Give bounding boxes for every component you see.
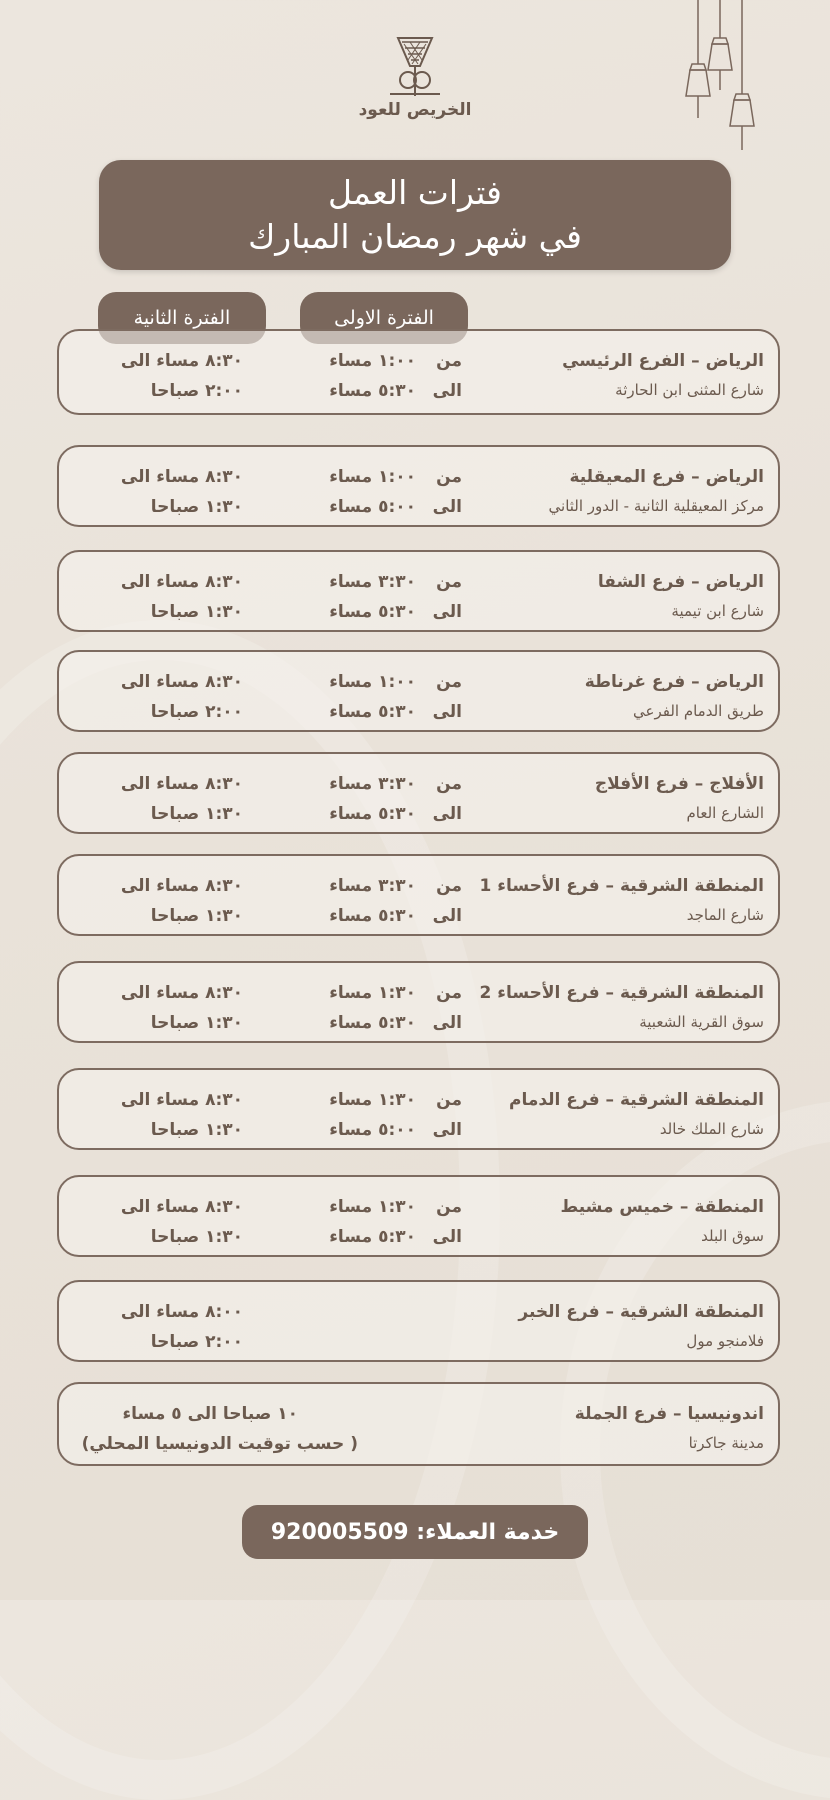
branch-name: المنطقة – خميس مشيط	[560, 1197, 764, 1217]
second-period-start: ٨:٣٠ مساء الى	[120, 1090, 243, 1110]
branch-card	[57, 650, 780, 732]
wholesale-hours: ١٠ صباحا الى ٥ مساء	[122, 1404, 298, 1424]
brand-name: الخريص للعود	[358, 100, 472, 120]
brand-logo	[350, 36, 480, 131]
first-period-end: ٥:٣٠ مساء	[329, 702, 416, 722]
from-label: من	[436, 774, 462, 794]
first-period-end: ٥:٣٠ مساء	[329, 381, 416, 401]
second-period-end: ١:٣٠ صباحا	[150, 602, 243, 622]
first-period-start: ٣:٣٠ مساء	[329, 876, 416, 896]
first-period-header: الفترة الاولى	[300, 292, 468, 344]
second-period-start: ٨:٣٠ مساء الى	[120, 983, 243, 1003]
second-period-end: ١:٣٠ صباحا	[150, 804, 243, 824]
branch-address: شارع الماجد	[686, 906, 764, 924]
page-title	[99, 160, 731, 270]
from-label: من	[436, 876, 462, 896]
second-period-start: ٨:٣٠ مساء الى	[120, 1197, 243, 1217]
from-label: من	[436, 467, 462, 487]
title-line-1: فترات العمل	[328, 173, 502, 212]
branch-card	[57, 1382, 780, 1466]
first-period-end: ٥:٣٠ مساء	[329, 804, 416, 824]
first-period-end: ٥:٣٠ مساء	[329, 1013, 416, 1033]
first-period-start: ١:٠٠ مساء	[329, 351, 416, 371]
to-label: الى	[432, 1227, 462, 1247]
second-period-start: ٨:٣٠ مساء الى	[120, 876, 243, 896]
branch-card	[57, 961, 780, 1043]
first-period-start: ١:٣٠ مساء	[329, 1090, 416, 1110]
branch-card	[57, 550, 780, 632]
second-period-end: ٢:٠٠ صباحا	[150, 381, 243, 401]
branch-name: المنطقة الشرقية – فرع الأحساء 1	[479, 876, 764, 896]
first-period-start: ١:٣٠ مساء	[329, 983, 416, 1003]
branch-card	[57, 445, 780, 527]
branch-card	[57, 1175, 780, 1257]
first-period-end: ٥:٠٠ مساء	[329, 497, 416, 517]
second-period-end: ١:٣٠ صباحا	[150, 906, 243, 926]
to-label: الى	[432, 381, 462, 401]
first-period-end: ٥:٣٠ مساء	[329, 1227, 416, 1247]
to-label: الى	[432, 1120, 462, 1140]
second-period-end: ١:٣٠ صباحا	[150, 1120, 243, 1140]
title-line-2: في شهر رمضان المبارك	[248, 217, 582, 256]
branch-address: فلامنجو مول	[686, 1332, 764, 1350]
branch-name: المنطقة الشرقية – فرع الدمام	[508, 1090, 764, 1110]
second-period-header: الفترة الثانية	[98, 292, 266, 344]
branch-card	[57, 752, 780, 834]
branch-name: الرياض – الفرع الرئيسي	[562, 351, 764, 371]
branch-name: المنطقة الشرقية – فرع الخبر	[518, 1302, 764, 1322]
branch-card	[57, 854, 780, 936]
branch-address: مدينة جاكرتا	[688, 1434, 764, 1452]
branch-address: شارع ابن تيمية	[671, 602, 764, 620]
oud-logo-icon	[380, 36, 450, 98]
branch-card	[57, 329, 780, 415]
first-period-start: ١:٠٠ مساء	[329, 672, 416, 692]
branch-name: الأفلاج – فرع الأفلاج	[594, 774, 764, 794]
lanterns-icon	[680, 0, 770, 160]
branch-card	[57, 1280, 780, 1362]
to-label: الى	[432, 804, 462, 824]
second-period-start: ٨:٣٠ مساء الى	[120, 572, 243, 592]
branch-address: شارع الملك خالد	[659, 1120, 764, 1138]
branch-address: سوق البلد	[701, 1227, 764, 1245]
first-period-start: ٣:٣٠ مساء	[329, 572, 416, 592]
branch-name: اندونيسيا – فرع الجملة	[574, 1404, 764, 1424]
customer-service-number: خدمة العملاء: 920005509	[242, 1505, 588, 1559]
second-period-start: ٨:٠٠ مساء الى	[120, 1302, 243, 1322]
to-label: الى	[432, 702, 462, 722]
from-label: من	[436, 1197, 462, 1217]
from-label: من	[436, 983, 462, 1003]
second-period-end: ١:٣٠ صباحا	[150, 1013, 243, 1033]
to-label: الى	[432, 497, 462, 517]
branch-address: مركز المعيقلية الثانية - الدور الثاني	[548, 497, 764, 515]
second-period-start: ٨:٣٠ مساء الى	[120, 672, 243, 692]
second-period-end: ١:٣٠ صباحا	[150, 1227, 243, 1247]
branch-address: الشارع العام	[686, 804, 764, 822]
branch-address: طريق الدمام الفرعي	[633, 702, 764, 720]
branch-name: الرياض – فرع غرناطة	[584, 672, 764, 692]
first-period-start: ١:٠٠ مساء	[329, 467, 416, 487]
first-period-end: ٥:٣٠ مساء	[329, 906, 416, 926]
branch-address: سوق القرية الشعبية	[639, 1013, 764, 1031]
branch-name: المنطقة الشرقية – فرع الأحساء 2	[479, 983, 764, 1003]
timezone-note: ( حسب توقيت الدونيسيا المحلي)	[81, 1434, 358, 1454]
to-label: الى	[432, 602, 462, 622]
second-period-end: ٢:٠٠ صباحا	[150, 702, 243, 722]
first-period-end: ٥:٠٠ مساء	[329, 1120, 416, 1140]
first-period-end: ٥:٣٠ مساء	[329, 602, 416, 622]
first-period-start: ١:٣٠ مساء	[329, 1197, 416, 1217]
from-label: من	[436, 672, 462, 692]
second-period-end: ٢:٠٠ صباحا	[150, 1332, 243, 1352]
branch-name: الرياض – فرع المعيقلية	[569, 467, 764, 487]
second-period-start: ٨:٣٠ مساء الى	[120, 351, 243, 371]
from-label: من	[436, 351, 462, 371]
first-period-start: ٣:٣٠ مساء	[329, 774, 416, 794]
branch-card	[57, 1068, 780, 1150]
second-period-end: ١:٣٠ صباحا	[150, 497, 243, 517]
to-label: الى	[432, 906, 462, 926]
to-label: الى	[432, 1013, 462, 1033]
branch-name: الرياض – فرع الشفا	[597, 572, 764, 592]
branch-address: شارع المثنى ابن الحارثة	[615, 381, 764, 399]
second-period-start: ٨:٣٠ مساء الى	[120, 774, 243, 794]
from-label: من	[436, 572, 462, 592]
second-period-start: ٨:٣٠ مساء الى	[120, 467, 243, 487]
from-label: من	[436, 1090, 462, 1110]
